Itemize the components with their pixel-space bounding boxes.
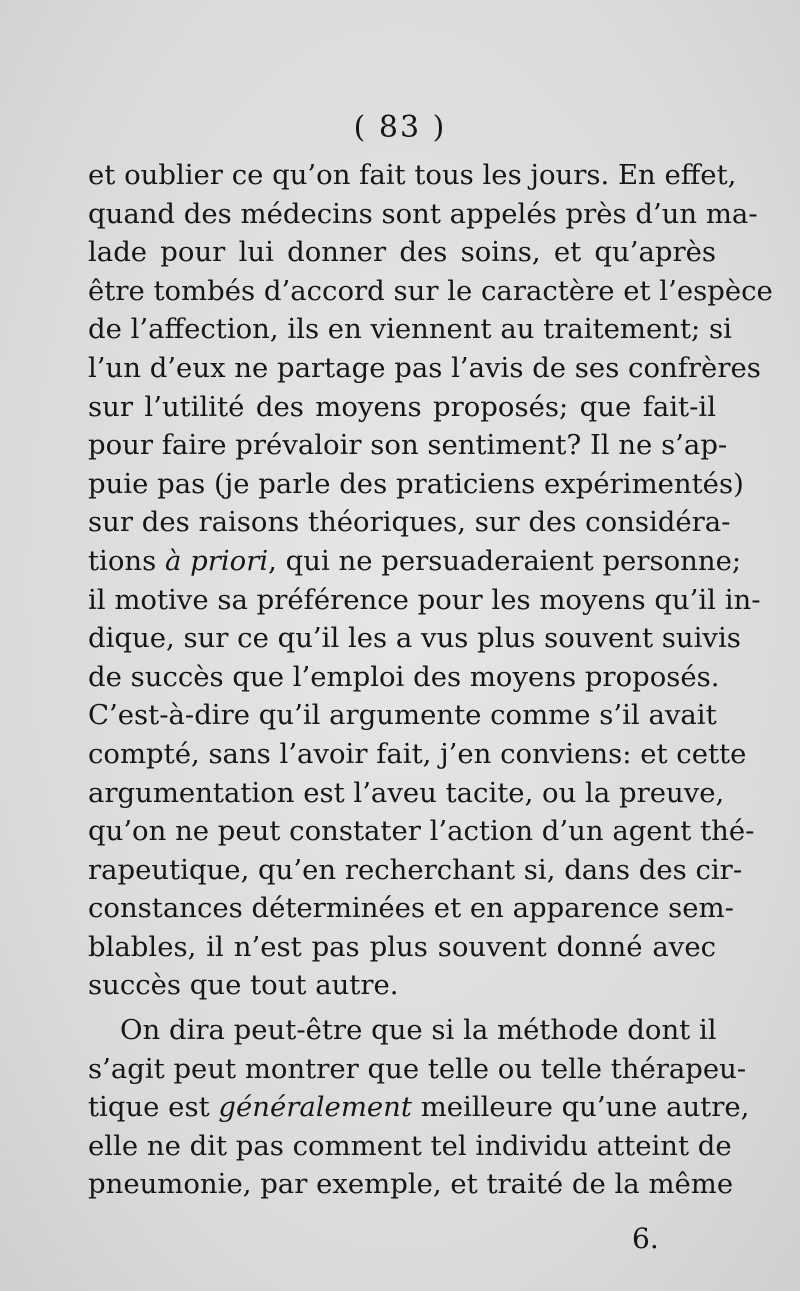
line-text: compté, sans l’avoir fait, j’en conviens: et cette: [88, 737, 747, 770]
line-text: être tombés d’accord sur le caractère et l’espèce: [88, 274, 773, 307]
line-text: s’agit peut montrer que telle ou telle thérapeu-: [88, 1052, 747, 1085]
line-text: succès que tout autre.: [88, 969, 399, 1002]
line-text: de succès que l’emploi des moyens proposés.: [88, 660, 720, 693]
line-text: dique, sur ce qu’il les a vus plus souvent suivis: [88, 622, 741, 655]
line-text: pour faire prévaloir son sentiment? Il ne s’ap-: [88, 429, 728, 462]
line-text: quand des médecins sont appelés près d’un ma-: [88, 197, 758, 230]
text-line: [88, 1088, 750, 1127]
text-line: [88, 966, 716, 1005]
text-line: [88, 658, 720, 697]
emphasized-text: généralement: [218, 1091, 412, 1124]
line-text: meilleure qu’une autre,: [411, 1091, 750, 1124]
text-line: [88, 812, 755, 851]
line-text: , qui ne persuaderaient personne;: [268, 544, 742, 577]
line-text: On dira peut-être que si la méthode dont il: [120, 1014, 717, 1047]
text-line: [88, 465, 744, 504]
text-line: [88, 349, 761, 388]
line-text: sur l’utilité des moyens proposés; que fait-il: [88, 390, 716, 423]
line-text: tique est: [88, 1091, 219, 1124]
line-text: sur des raisons théoriques, sur des considéra-: [88, 506, 731, 539]
text-line: [88, 503, 731, 542]
text-line: [88, 1127, 732, 1166]
line-text: rapeutique, qu’en recherchant si, dans des cir-: [88, 853, 743, 886]
line-text: tions: [88, 544, 165, 577]
text-line: [88, 310, 732, 349]
text-line: [88, 195, 758, 234]
line-text: argumentation est l’aveu tacite, ou la preuve,: [88, 776, 725, 809]
text-line: [88, 774, 725, 813]
line-text: puie pas (je parle des praticiens expérimentés): [88, 467, 744, 500]
line-text: elle ne dit pas comment tel individu atteint de: [88, 1129, 732, 1162]
paragraph-1: [88, 156, 773, 1005]
line-text: de l’affection, ils en viennent au traitement; si: [88, 313, 732, 346]
text-line: [88, 928, 716, 967]
body-text: [88, 156, 773, 1204]
line-text: C’est-à-dire qu’il argumente comme s’il avait: [88, 699, 717, 732]
text-line: [88, 696, 716, 735]
line-text: blables, il n’est pas plus souvent donné avec: [88, 930, 716, 963]
text-line: [88, 1011, 716, 1050]
text-line: [88, 388, 716, 427]
line-text: constances déterminées et en apparence sem-: [88, 892, 734, 925]
signature-mark: 6.: [632, 1222, 659, 1255]
line-text: l’un d’eux ne partage pas l’avis de ses confrères: [88, 351, 761, 384]
page-number: ( 83 ): [353, 110, 447, 145]
emphasized-text: à priori: [164, 544, 269, 577]
text-line: [88, 272, 773, 311]
line-text: pneumonie, par exemple, et traité de la même: [88, 1168, 734, 1201]
text-line: [88, 1165, 734, 1204]
text-line: [88, 1050, 747, 1089]
line-text: lade pour lui donner des soins, et qu’après: [88, 236, 716, 269]
text-line: [88, 889, 734, 928]
text-line: [88, 542, 742, 581]
paragraph-2: [88, 1011, 750, 1204]
text-line: [88, 233, 716, 272]
text-line: [88, 619, 741, 658]
text-line: [88, 156, 737, 195]
text-line: [88, 581, 761, 620]
line-text: il motive sa préférence pour les moyens qu’il in-: [88, 583, 761, 616]
line-text: qu’on ne peut constater l’action d’un agent thé-: [88, 815, 755, 848]
line-text: et oublier ce qu’on fait tous les jours. En effet,: [88, 159, 737, 191]
text-line: [88, 426, 728, 465]
text-line: [88, 735, 747, 774]
text-line: [88, 851, 743, 890]
